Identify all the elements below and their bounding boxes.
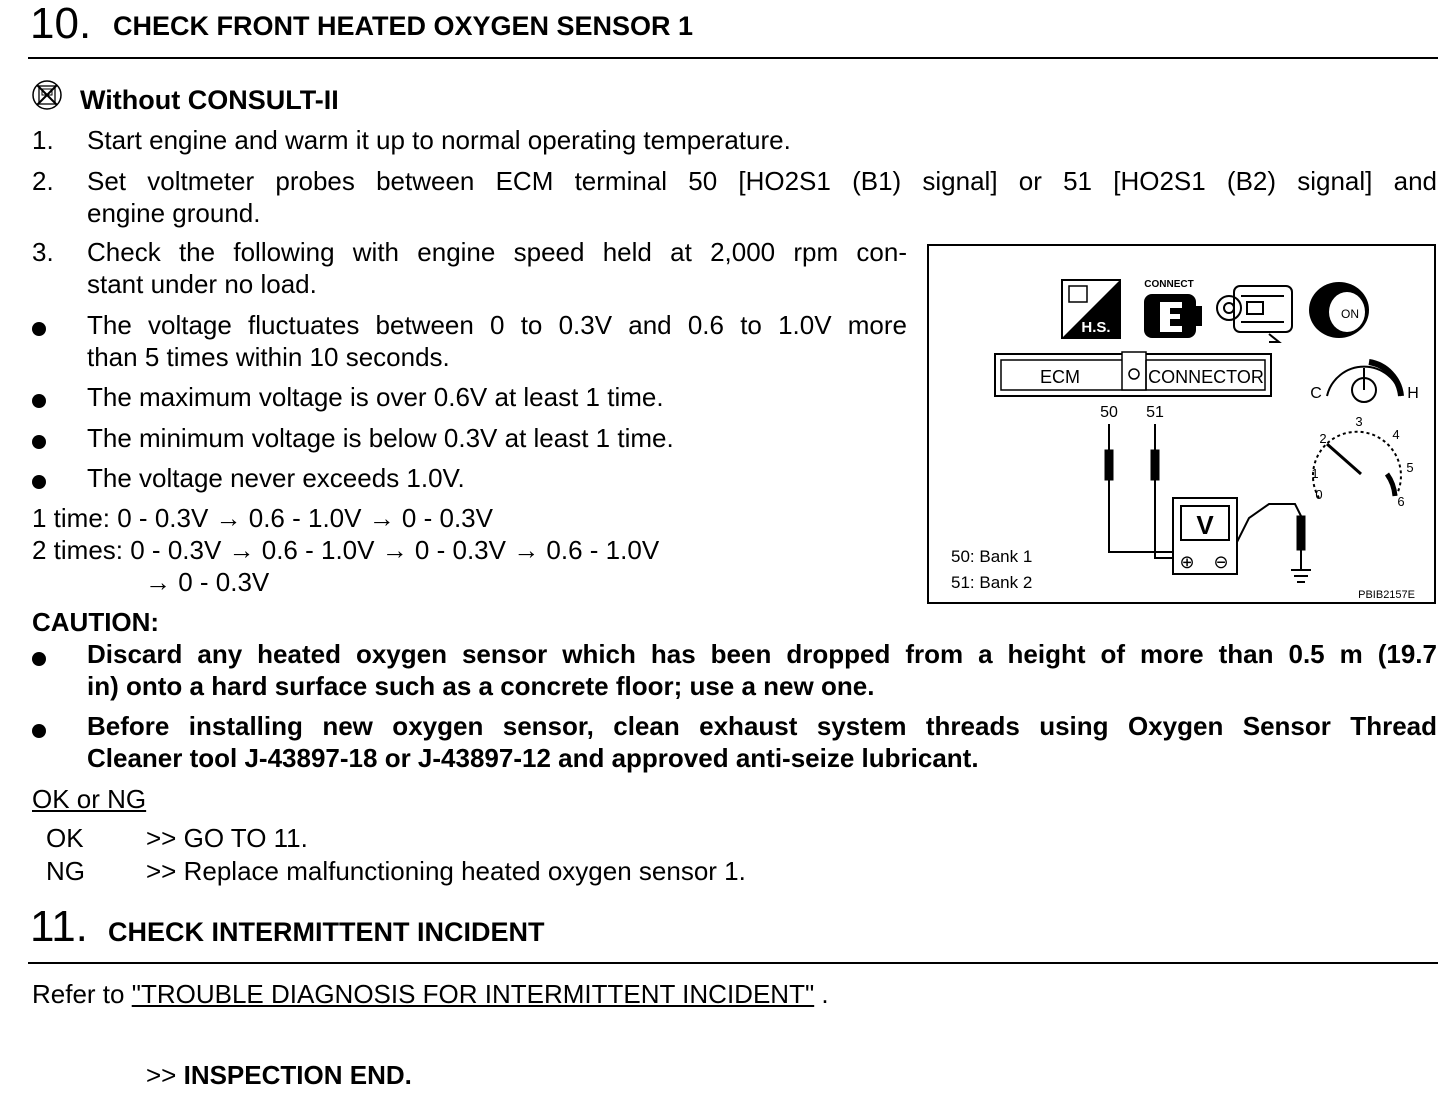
wiring-diagram (927, 244, 1436, 604)
bullet-dot (32, 435, 46, 449)
bullet-dot (32, 322, 46, 336)
sequence-line1: 1 time: 0 - 0.3V → 0.6 - 1.0V → 0 - 0.3V (32, 503, 493, 533)
on-label: ON (1341, 307, 1359, 321)
item-2-line1: Set voltmeter probes between ECM terminal 50 [HO2S1 (B1) signal] or 51 [HO2S1 (B2) signal] and (87, 166, 1437, 196)
terminal-50-label: 50 (1100, 404, 1118, 421)
temp-cold-label: C (1310, 385, 1322, 402)
bullet-dot (32, 652, 46, 666)
connect-icon (1144, 279, 1202, 338)
no-consult-icon (30, 78, 64, 117)
bullet-3-text: The minimum voltage is below 0.3V at least 1 time. (87, 423, 674, 453)
bullet-1-line2: than 5 times within 10 seconds. (87, 342, 450, 372)
result-ng-key: NG (46, 856, 85, 886)
result-ok-action: >> GO TO 11. (146, 823, 308, 853)
temp-hot-label: H (1407, 385, 1419, 402)
step-11-title: CHECK INTERMITTENT INCIDENT (108, 917, 545, 947)
item-1-text: Start engine and warm it up to normal operating temperature. (87, 125, 791, 155)
hs-icon (1062, 280, 1120, 338)
result-ng-action: >> Replace malfunctioning heated oxygen sensor 1. (146, 856, 746, 886)
step-10-number: 10. (30, 0, 92, 48)
voltmeter-label: V (1196, 510, 1214, 540)
legend-bank-1: 50: Bank 1 (951, 547, 1033, 566)
item-2-number: 2. (32, 166, 54, 196)
refer-suffix: . (814, 979, 829, 1009)
step-11-rule (28, 962, 1438, 964)
step-10-title: CHECK FRONT HEATED OXYGEN SENSOR 1 (113, 11, 694, 41)
sequence-line2: 2 times: 0 - 0.3V → 0.6 - 1.0V → 0 - 0.3V → 0.6 - 1.0V (32, 535, 660, 565)
item-3-line2: stant under no load. (87, 269, 317, 299)
tachometer (1311, 414, 1413, 509)
caution-label: CAUTION: (32, 607, 160, 637)
bullet-dot (32, 724, 46, 738)
item-3-number: 3. (32, 237, 54, 267)
bullet-1-line1: The voltage fluctuates between 0 to 0.3V and 0.6 to 1.0V more (87, 310, 907, 340)
item-2-line2: engine ground. (87, 198, 261, 228)
ecm-connector (995, 352, 1271, 396)
bullet-dot (32, 394, 46, 408)
bullet-dot (32, 475, 46, 489)
tach-label: 6 (1397, 494, 1405, 509)
item-1-number: 1. (32, 125, 54, 155)
step-10-rule (28, 57, 1438, 59)
ignition-on-icon (1309, 282, 1369, 338)
engine-icon (1217, 286, 1292, 342)
ecm-label: ECM (1040, 367, 1080, 387)
legend-bank-2: 51: Bank 2 (951, 573, 1033, 592)
tach-label: 2 (1319, 431, 1327, 446)
hs-label: H.S. (1081, 319, 1111, 336)
tach-label: 5 (1406, 460, 1414, 475)
caution-1-line1: Discard any heated oxygen sensor which has been dropped from a height of more than 0.5 m (19.7 (87, 639, 1437, 669)
minus-terminal: ⊖ (1213, 552, 1229, 573)
sequence-line3: → 0 - 0.3V (145, 567, 270, 597)
connector-label: CONNECTOR (1148, 367, 1264, 387)
terminal-51-label: 51 (1146, 404, 1164, 421)
connect-label: CONNECT (1144, 279, 1194, 290)
refer-prefix: Refer to (32, 979, 132, 1009)
bullet-4-text: The voltage never exceeds 1.0V. (87, 463, 465, 493)
temperature-gauge (1310, 362, 1419, 402)
caution-2-line2: Cleaner tool J-43897-18 or J-43897-12 and approved anti-seize lubricant. (87, 743, 979, 773)
end-prefix: >> (146, 1060, 184, 1090)
tach-label: 4 (1392, 427, 1400, 442)
step-11-number: 11. (30, 902, 88, 951)
tach-label: 3 (1355, 414, 1363, 429)
refer-line (32, 978, 829, 1010)
tach-label: 1 (1311, 466, 1319, 481)
item-3-line1: Check the following with engine speed held at 2,000 rpm con- (87, 237, 907, 267)
tach-label: 0 (1315, 487, 1323, 502)
mode-heading: Without CONSULT-II (80, 85, 339, 115)
inspection-end (146, 1059, 412, 1091)
caution-1-line2: in) onto a hard surface such as a concrete floor; use a new one. (87, 671, 875, 701)
caution-2-line1: Before installing new oxygen sensor, clean exhaust system threads using Oxygen Sensor Thread (87, 711, 1437, 741)
plus-terminal: ⊕ (1179, 552, 1195, 573)
figure-code: PBIB2157E (1358, 589, 1415, 601)
voltmeter (1173, 498, 1237, 574)
result-ok-key: OK (46, 823, 84, 853)
trouble-diagnosis-link[interactable]: "TROUBLE DIAGNOSIS FOR INTERMITTENT INCIDENT" (131, 979, 815, 1009)
result-label: OK or NG (32, 784, 147, 814)
end-text: INSPECTION END. (183, 1060, 412, 1090)
bullet-2-text: The maximum voltage is over 0.6V at least 1 time. (87, 382, 664, 412)
